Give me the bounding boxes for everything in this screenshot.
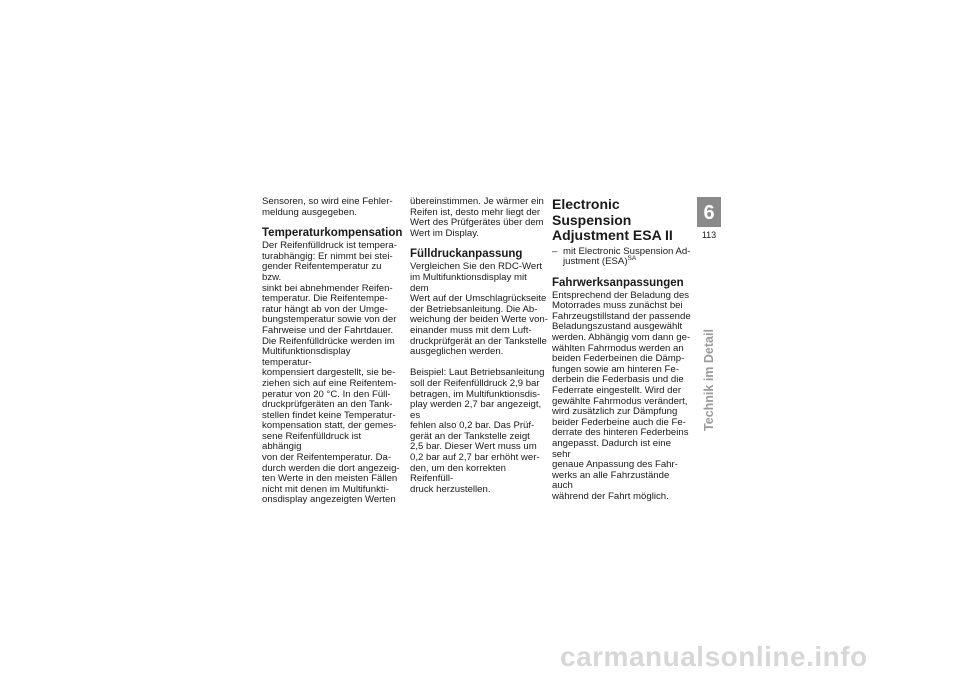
sa-superscript: SA	[627, 254, 637, 262]
title-line: Electronic Suspension	[552, 196, 632, 228]
text-line: 0,2 bar auf 2,7 bar erhöht wer-	[410, 452, 540, 464]
col2-paragraph-2	[410, 368, 548, 495]
text-line: im Multifunktionsdisplay mit dem	[410, 271, 527, 294]
text-line: Wert im Display.	[410, 227, 479, 239]
text-line: fehlen also 0,2 bar. Das Prüf-	[410, 420, 535, 432]
text-line: Die Reifenfülldrücke werden im	[262, 335, 395, 347]
text-line: 2,5 bar. Dieser Wert muss um	[410, 441, 537, 453]
col1-intro	[262, 197, 400, 218]
text-line: meldung ausgegeben.	[262, 206, 357, 218]
text-line: sinkt bei abnehmender Reifen-	[262, 282, 393, 294]
text-line: den, um den korrekten Reifenfüll-	[410, 462, 506, 485]
col2-intro	[410, 197, 548, 239]
col3-body	[552, 291, 692, 503]
text-line: Reifen ist, desto mehr liegt der	[410, 206, 541, 218]
text-line: Wert des Prüfgerätes über dem	[410, 217, 544, 229]
text-line: kompensation statt, der gemes-	[262, 420, 397, 432]
text-line: Federrate eingestellt. Wird der	[552, 385, 682, 397]
text-line: von der Reifentemperatur. Da-	[262, 452, 392, 464]
text-line: beiden Federbeinen die Dämp-	[552, 353, 685, 365]
chapter-number: 6	[697, 197, 721, 227]
text-line: durch werden die dort angezeig-	[262, 462, 400, 474]
text-line: turabhängig: Er nimmt bei stei-	[262, 250, 393, 262]
text-line: onsdisplay angezeigten Werten	[262, 494, 396, 506]
text-line: peratur von 20 °C. In den Füll-	[262, 388, 391, 400]
text-line: der Betriebsanleitung. Die Ab-	[410, 303, 538, 315]
text-line: gender Reifentemperatur zu bzw.	[262, 261, 382, 283]
heading-temperaturkompensation: Temperaturkompensation	[262, 227, 403, 240]
bullet-dash: –	[552, 245, 558, 257]
text-line: Wert auf der Umschlagrückseite	[410, 293, 547, 305]
text-line: ratur hängt ab von der Umge-	[262, 303, 388, 315]
column-2	[410, 197, 548, 495]
text-line: Fahrzeugstillstand der passende	[552, 310, 691, 322]
text-line: Entsprechend der Beladung des	[552, 289, 690, 301]
text-line: kompensiert dargestellt, sie be-	[262, 367, 396, 379]
text-line: stellen findet keine Temperatur-	[262, 409, 396, 421]
text-line: fungen sowie am hinteren Fe-	[552, 363, 679, 375]
text-line: druckprüfgerät an der Tankstelle	[410, 335, 547, 347]
text-line: wählten Fahrmodus werden an	[552, 342, 684, 354]
text-line: play werden 2,7 bar angezeigt, es	[410, 399, 542, 421]
text-line: einander muss mit dem Luft-	[410, 324, 532, 336]
text-line: weichung der beiden Werte von-	[410, 314, 548, 326]
text-line: nicht mit denen im Multifunkti-	[262, 483, 389, 495]
text-line: während der Fahrt möglich.	[552, 490, 669, 502]
equipment-bullet	[552, 247, 692, 268]
text-line: Motorrades muss zunächst bei	[552, 300, 683, 312]
text-line: bungstemperatur sowie von der	[262, 314, 397, 326]
heading-fahrwerksanpassungen: Fahrwerksanpassungen	[552, 276, 684, 289]
text-line: Beladungszustand ausgewählt	[552, 321, 683, 333]
text-line: derbein die Federbasis und die	[552, 374, 684, 386]
text-line: derrate des hinteren Federbeins	[552, 427, 689, 439]
col1-body	[262, 241, 400, 506]
section-title-esa	[552, 197, 692, 244]
text-line: werden. Abhängig vom dann ge-	[552, 332, 691, 344]
text-line: Multifunktionsdisplay temperatur-	[262, 346, 351, 368]
text-line: druckprüfgeräten an den Tank-	[262, 399, 393, 411]
page-number: 113	[701, 230, 717, 240]
text-line: Der Reifenfülldruck ist tempera-	[262, 240, 397, 252]
text-line: gerät an der Tankstelle zeigt	[410, 430, 530, 442]
chapter-tab	[697, 197, 721, 240]
heading-fuelldruckanpassung: Fülldruckanpassung	[410, 248, 523, 261]
text-line: Fahrweise und der Fahrtdauer.	[262, 324, 394, 336]
text-line: genaue Anpassung des Fahr-	[552, 459, 678, 471]
title-line: Adjustment ESA II	[552, 227, 673, 243]
column-1	[262, 196, 403, 506]
text-line: ausgeglichen werden.	[410, 346, 504, 358]
text-line: gewählte Fahrmodus verändert,	[552, 395, 688, 407]
text-line: justment (ESA)	[563, 256, 628, 268]
col2-paragraph-1	[410, 262, 548, 357]
column-3	[552, 197, 692, 503]
text-line: Sensoren, so wird eine Fehler-	[262, 196, 393, 207]
text-line: temperatur. Die Reifentempe-	[262, 293, 388, 305]
text-line: Vergleichen Sie den RDC-Wert	[410, 261, 543, 273]
chapter-side-title: Technik im Detail	[702, 329, 716, 431]
text-line: soll der Reifenfülldruck 2,9 bar	[410, 377, 540, 389]
text-line: übereinstimmen. Je wärmer ein	[410, 196, 544, 207]
text-line: ten Werte in den meisten Fällen	[262, 473, 398, 485]
text-line: angepasst. Dadurch ist eine sehr	[552, 438, 671, 460]
text-line: Beispiel: Laut Betriebsanleitung	[410, 367, 545, 379]
text-line: ziehen sich auf eine Reifentem-	[262, 377, 397, 389]
text-line: wird zusätzlich zur Dämpfung	[552, 406, 678, 418]
text-line: betragen, im Multifunktionsdis-	[410, 388, 541, 400]
text-line: werks an alle Fahrzustände auch	[552, 469, 670, 492]
text-line: beider Federbeine auch die Fe-	[552, 416, 686, 428]
text-line: mit Electronic Suspension Ad-	[563, 245, 691, 257]
watermark: carmanualsonline.info	[560, 641, 868, 672]
text-line: druck herzustellen.	[410, 483, 491, 495]
text-line: sene Reifenfülldruck ist abhängig	[262, 430, 362, 453]
